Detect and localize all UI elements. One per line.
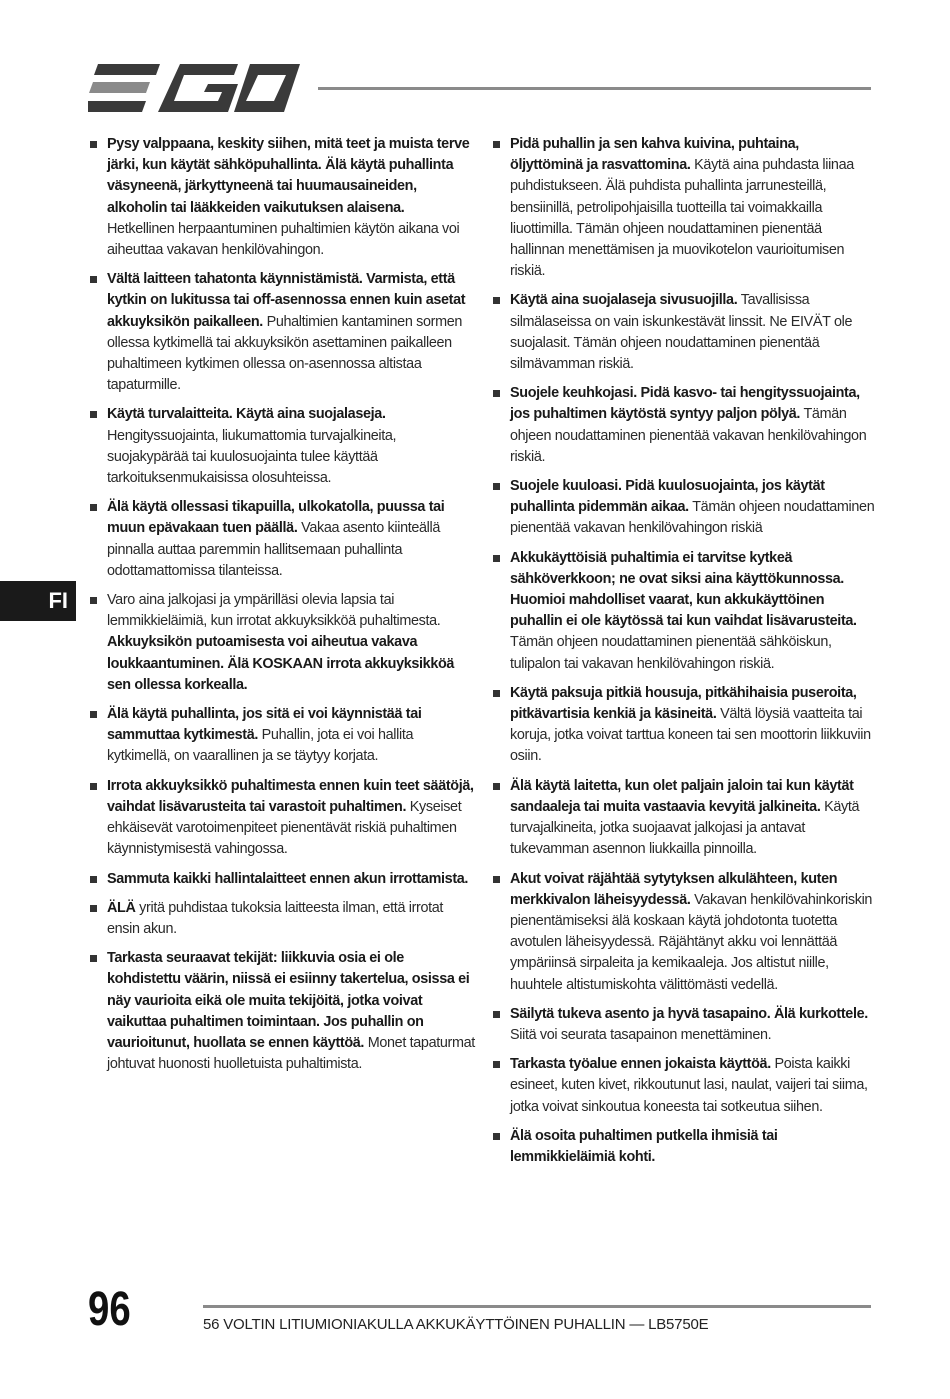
item-bold-text: Tarkasta työalue ennen jokaista käyttöä. bbox=[510, 1056, 771, 1073]
item-body-text: Hetkellinen herpaantuminen puhaltimien käytön aikana voi aiheuttaa vakavan henkilövahingon. bbox=[107, 220, 460, 259]
item-bold-text: Akkukäyttöisiä puhaltimia ei tarvitse kytkeä sähköverkkoon; ne ovat siksi aina käyttökunnossa. Huomioi mahdolliset vaarat, kun akkukäyttöinen puhallin ei ole käytössä tai kun vaihdat lisävarusteita. bbox=[510, 549, 857, 630]
safety-item bbox=[90, 898, 475, 940]
bullet-square-icon bbox=[90, 711, 97, 718]
item-bold-text: Akkuyksikön putoamisesta voi aiheutua vakava loukkaantuminen. Älä KOSKAAN irrota akkuyksikköä sen ollessa korkealla. bbox=[107, 634, 455, 693]
bullet-square-icon bbox=[493, 390, 500, 397]
item-body-text: Tavallisissa silmälaseissa on vain iskunkestävät linssit. Ne EIVÄT ole suojalasit. Tämän ohjeen noudattaminen pienentää silmävamman riskiä. bbox=[510, 292, 853, 373]
safety-item bbox=[493, 383, 875, 468]
ego-logo bbox=[88, 64, 300, 112]
left-column bbox=[90, 134, 475, 1083]
item-bold-text: Älä käytä puhallinta, jos sitä ei voi käynnistää tai sammuttaa kytkimestä. bbox=[107, 706, 422, 744]
safety-item bbox=[90, 134, 475, 261]
bullet-square-icon bbox=[493, 555, 500, 562]
item-body-text: Tämän ohjeen noudattaminen pienentää vakavan henkilövahingon riskiä bbox=[510, 499, 875, 537]
item-bold-text: Suojele kuuloasi. Pidä kuulosuojainta, jos käytät puhallinta pidemmän aikaa. bbox=[510, 478, 825, 516]
footer-rule bbox=[203, 1305, 871, 1308]
bullet-square-icon bbox=[493, 1061, 500, 1068]
item-bold-text: Käytä aina suojalaseja sivusuojilla. bbox=[510, 292, 738, 309]
safety-item bbox=[493, 1004, 875, 1046]
safety-item bbox=[90, 776, 475, 861]
item-body-text: Kyseiset ehkäisevät varotoimenpiteet pienentävät riskiä puhaltimen käynnistymisestä vahingossa. bbox=[107, 798, 462, 858]
bullet-square-icon bbox=[493, 690, 500, 697]
item-bold-text: Säilytä tukeva asento ja hyvä tasapaino. Älä kurkottele. bbox=[510, 1005, 868, 1022]
item-bold-text: Akut voivat räjähtää sytytyksen alkulähteen, kuten merkkivalon läheisyydessä. bbox=[510, 870, 838, 908]
item-body-text: yritä puhdistaa tukoksia laitteesta ilman, että irrotat ensin akun. bbox=[107, 899, 444, 937]
item-bold-text: Älä käytä laitetta, kun olet paljain jaloin tai kun käytät sandaaleja tai muita vastaavia kevyitä jalkineita. bbox=[510, 777, 854, 815]
item-body-text: Puhaltimien kantaminen sormen ollessa kytkimellä tai akkuyksikön asettaminen paikalleen puhaltimeen kytkimen ollessa on-asennossa altistaa tapaturmille. bbox=[107, 313, 463, 394]
item-bold-text: Tarkasta seuraavat tekijät: liikkuvia osia ei ole kohdistettu väärin, niissä ei esiinny takertelua, osissa ei näy vaurioita eikä ole muita tekijöitä, jotka voivat vaikuttaa puhaltimen toimintaan. Jos puhallin on vaurioitunut, huollata se ennen käyttöä. bbox=[107, 950, 470, 1051]
item-body-text: Vältä löysiä vaatteita tai koruja, jotka voivat tarttua koneen tai sen moottorin liikkuviin osiin. bbox=[510, 706, 871, 765]
bullet-square-icon bbox=[493, 1011, 500, 1018]
safety-item bbox=[493, 134, 875, 282]
item-bold-text: Älä käytä ollessasi tikapuilla, ulkokatolla, puussa tai muun epävakaan tuen päällä. bbox=[107, 499, 445, 537]
safety-item bbox=[493, 548, 875, 675]
item-bold-text: Pysy valppaana, keskity siihen, mitä teet ja muista terve järki, kun käytät sähköpuhallinta. Älä käytä puhallinta väsyneenä, järkyttyneenä tai huumausaineiden, alkoholin tai lääkkeiden vaikutuksen alaisena. bbox=[107, 136, 470, 216]
bullet-square-icon bbox=[493, 1133, 500, 1140]
item-bold-text: Käytä turvalaitteita. Käytä aina suojalaseja. bbox=[107, 406, 386, 423]
safety-item bbox=[90, 404, 475, 489]
right-column bbox=[493, 134, 875, 1176]
header-rule bbox=[318, 87, 871, 90]
bullet-square-icon bbox=[493, 141, 500, 148]
safety-item bbox=[493, 476, 875, 540]
page-number: 96 bbox=[88, 1283, 131, 1336]
language-tab: FI bbox=[0, 581, 76, 621]
bullet-square-icon bbox=[493, 297, 500, 304]
item-body-text: Vakaa asento kiinteällä pinnalla auttaa paremmin hallitsemaan puhallinta odottamattomissa tilanteissa. bbox=[107, 520, 441, 579]
bullet-square-icon bbox=[90, 876, 97, 883]
safety-item bbox=[493, 683, 875, 768]
bullet-square-icon bbox=[90, 411, 97, 418]
item-lead-text: Varo aina jalkojasi ja ympärilläsi olevia lapsia tai lemmikkieläimiä, kun irrotat akkuyksikköä puhaltimesta. bbox=[107, 592, 441, 630]
item-body-text: Hengityssuojainta, liukumattomia turvajalkineita, suojakypärää tai kuulosuojainta tulee käyttää tarkoituksenmukaisissa olosuhteissa. bbox=[107, 427, 397, 487]
item-bold-text: Pidä puhallin ja sen kahva kuivina, puhtaina, öljyttöminä ja rasvattomina. bbox=[510, 136, 799, 174]
safety-item bbox=[493, 1054, 875, 1118]
footer-title: 56 VOLTIN LITIUMIONIAKULLA AKKUKÄYTTÖINEN PUHALLIN — LB5750E bbox=[203, 1316, 709, 1333]
safety-item bbox=[90, 704, 475, 768]
safety-item bbox=[90, 948, 475, 1075]
bullet-square-icon bbox=[493, 483, 500, 490]
item-bold-text: Suojele keuhkojasi. Pidä kasvo- tai hengityssuojainta, jos puhaltimen käytöstä syntyy paljon pölyä. bbox=[510, 385, 860, 423]
item-body-text: Poista kaikki esineet, kuten kivet, rikkoutunut lasi, naulat, vaijeri tai siima, jotka voivat sinkoutua koneesta tai sotkeutua siihen. bbox=[510, 1056, 868, 1115]
item-bold-text: Sammuta kaikki hallintalaitteet ennen akun irrottamista. bbox=[107, 870, 469, 887]
safety-item bbox=[493, 290, 875, 375]
item-body-text: Käytä aina puhdasta liinaa puhdistukseen. Älä puhdista puhallinta jarrunesteillä, bensiinillä, petrolipohjaisilla tuotteilla tai voimakkailla liuottimilla. Tämän ohjeen noudattaminen pienentää hallinnan menettämisen ja muovikotelon vaurioitumisen riskiä. bbox=[510, 157, 854, 280]
safety-item bbox=[90, 869, 475, 890]
item-bold-text: ÄLÄ bbox=[107, 899, 136, 916]
safety-item bbox=[90, 497, 475, 582]
bullet-square-icon bbox=[90, 597, 97, 604]
safety-item bbox=[493, 776, 875, 861]
safety-item bbox=[493, 1126, 875, 1168]
item-body-text: Puhallin, jota ei voi hallita kytkimellä, on vaarallinen ja se täytyy korjata. bbox=[107, 727, 414, 765]
item-body-text: Siitä voi seurata tasapainon menettäminen. bbox=[510, 1026, 772, 1043]
safety-item bbox=[90, 269, 475, 396]
safety-item bbox=[493, 869, 875, 996]
item-body-text: Tämän ohjeen noudattaminen pienentää vakavan henkilövahingon riskiä. bbox=[510, 406, 867, 465]
item-bold-text: Älä osoita puhaltimen putkella ihmisiä tai lemmikkieläimiä kohti. bbox=[510, 1127, 778, 1165]
bullet-square-icon bbox=[90, 955, 97, 962]
bullet-square-icon bbox=[493, 876, 500, 883]
bullet-square-icon bbox=[90, 141, 97, 148]
item-body-text: Tämän ohjeen noudattaminen pienentää sähköiskun, tulipalon tai vakavan henkilövahingon riskiä. bbox=[510, 634, 832, 672]
bullet-square-icon bbox=[90, 905, 97, 912]
item-body-text: Vakavan henkilövahinkoriskin pienentämiseksi älä koskaan käytä johdotonta tuotetta avotulen läheisyydessä. Räjähtänyt akku voi lennättää ympäriinsä sirpaleita ja kemikaaleja. Jos altistut niille, huuhtele altistumiskohta välittömästi vedellä. bbox=[510, 891, 873, 993]
left-safety-list bbox=[90, 134, 475, 1075]
item-bold-text: Käytä paksuja pitkiä housuja, pitkähihaisia puseroita, pitkävartisia kenkiä ja käsineitä. bbox=[510, 684, 857, 723]
item-body-text: Käytä turvajalkineita, jotka suojaavat jalkojasi ja antavat tukevamman asennon liukkailla pinnoilla. bbox=[510, 798, 860, 858]
safety-item bbox=[90, 590, 475, 696]
bullet-square-icon bbox=[493, 783, 500, 790]
item-bold-text: Irrota akkuyksikkö puhaltimesta ennen kuin teet säätöjä, vaihdat lisävarusteita tai varastoit puhaltimen. bbox=[107, 777, 474, 815]
item-body-text: Monet tapaturmat johtuvat huonosti huolletuista puhaltimista. bbox=[107, 1034, 475, 1073]
bullet-square-icon bbox=[90, 504, 97, 511]
item-bold-text: Vältä laitteen tahatonta käynnistämistä. Varmista, että kytkin on lukitussa tai off-asennossa ennen kuin asetat akkuyksikön paikalleen. bbox=[107, 271, 466, 330]
bullet-square-icon bbox=[90, 276, 97, 283]
right-safety-list bbox=[493, 134, 875, 1168]
bullet-square-icon bbox=[90, 783, 97, 790]
